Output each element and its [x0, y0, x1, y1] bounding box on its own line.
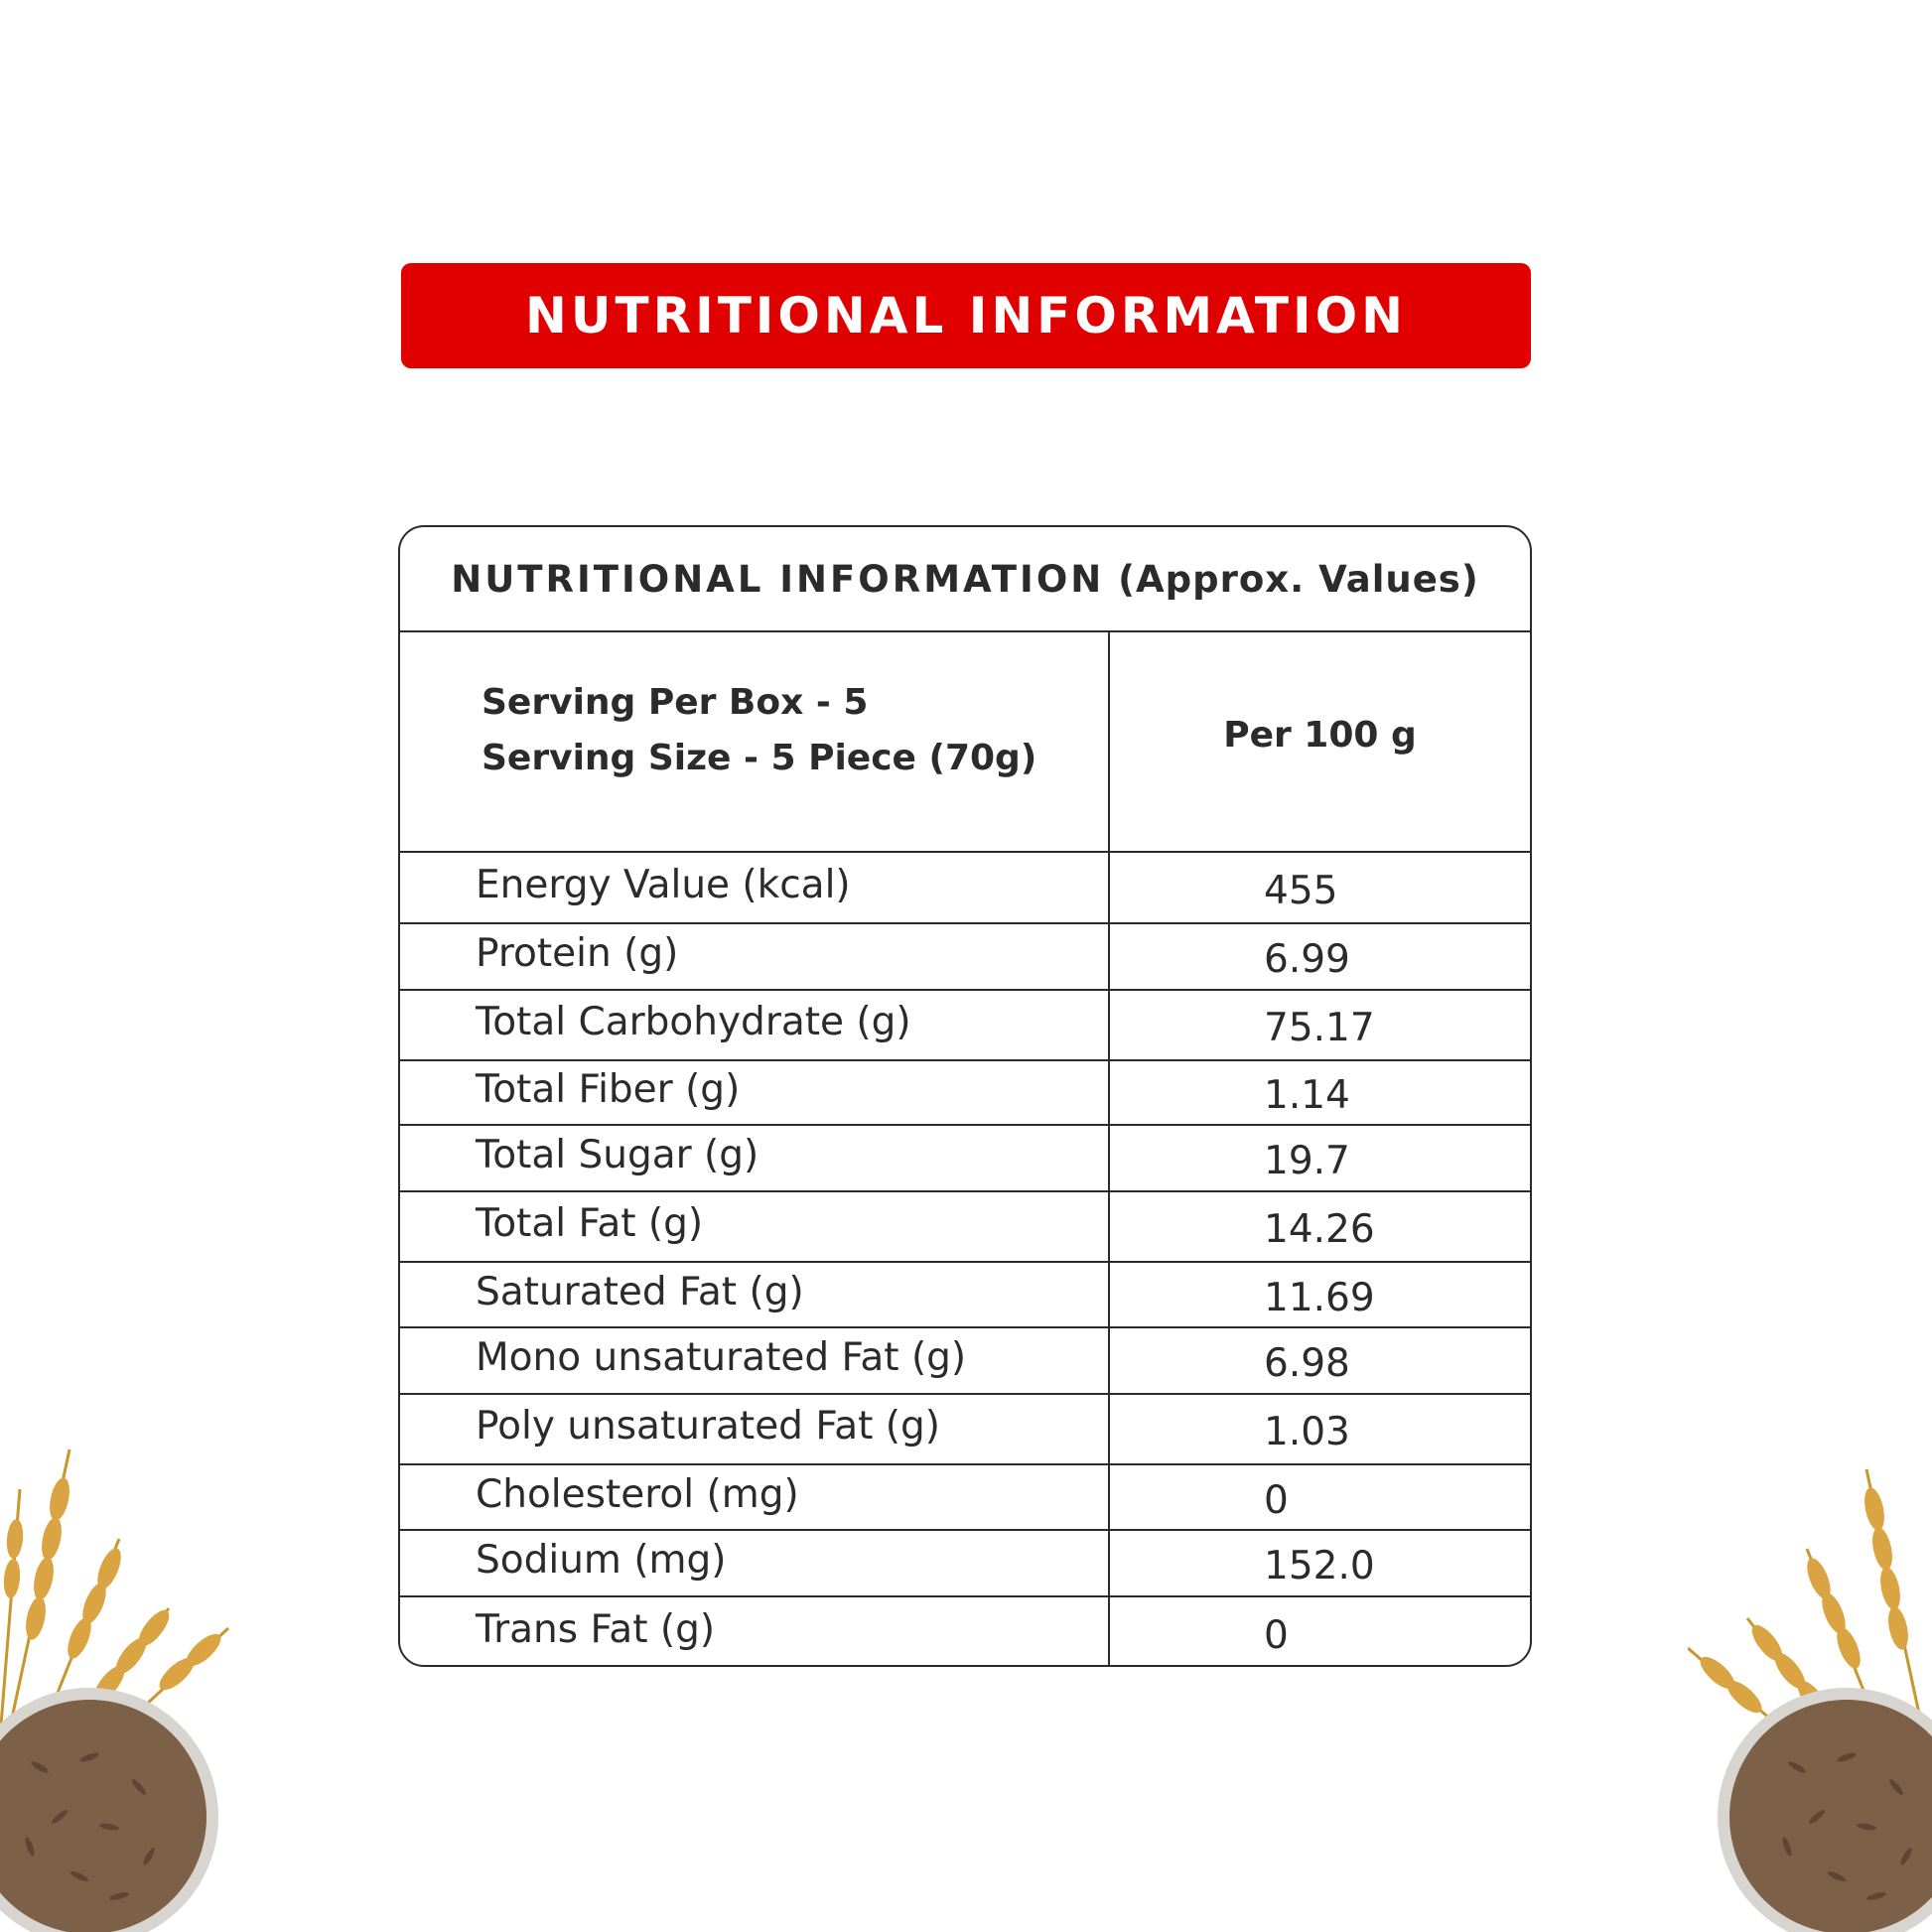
- table-row: [400, 1263, 1530, 1328]
- banner-title: NUTRITIONAL INFORMATION: [525, 287, 1407, 345]
- table-row: [400, 991, 1530, 1061]
- table-row: [400, 1597, 1530, 1667]
- serving-per-box: Serving Per Box - 5: [482, 682, 869, 723]
- table-row: [400, 1126, 1530, 1192]
- table-row: [400, 1061, 1530, 1126]
- nutrient-value: 152.0: [1264, 1544, 1375, 1588]
- table-row: [400, 1531, 1530, 1597]
- table-row: [400, 924, 1530, 991]
- nutrient-label: Saturated Fat (g): [400, 1263, 1110, 1326]
- table-row: [400, 1328, 1530, 1395]
- nutrient-label: Sodium (mg): [400, 1531, 1110, 1595]
- nutrient-value: 6.99: [1264, 937, 1350, 982]
- table-row: [400, 1465, 1530, 1531]
- nutrient-value: 0: [1264, 1477, 1289, 1523]
- nutrient-label: Total Sugar (g): [400, 1126, 1110, 1190]
- nutrient-value: 455: [1264, 868, 1338, 913]
- table-header-row: [400, 632, 1530, 853]
- wheat-cumin-bowl-right-image: [1688, 1430, 1932, 1932]
- serving-size: Serving Size - 5 Piece (70g): [482, 738, 1037, 778]
- nutrient-label: Trans Fat (g): [400, 1597, 1110, 1667]
- wheat-cumin-bowl-left-image: [0, 1430, 238, 1932]
- nutrient-value: 1.14: [1264, 1073, 1350, 1118]
- nutrient-label: Total Carbohydrate (g): [400, 991, 1110, 1059]
- table-title: [400, 527, 1530, 632]
- table-title-main: NUTRITIONAL INFORMATION: [451, 557, 1105, 601]
- nutrient-label: Total Fat (g): [400, 1192, 1110, 1261]
- nutrient-value: 19.7: [1264, 1139, 1350, 1183]
- nutrient-value: 0: [1264, 1612, 1289, 1658]
- table-row: [400, 853, 1530, 924]
- nutrient-value: 75.17: [1264, 1006, 1375, 1050]
- nutrient-label: Poly unsaturated Fat (g): [400, 1395, 1110, 1463]
- table-title-suffix: (Approx. Values): [1118, 557, 1479, 601]
- nutrient-label: Protein (g): [400, 924, 1110, 989]
- nutrient-value: 6.98: [1264, 1341, 1350, 1386]
- title-banner: [401, 263, 1531, 368]
- table-row: [400, 1395, 1530, 1465]
- serving-info-cell: [400, 632, 1110, 851]
- nutrient-label: Energy Value (kcal): [400, 853, 1110, 922]
- table-row: [400, 1192, 1530, 1263]
- nutrition-table: [398, 525, 1532, 1667]
- nutrient-value: 1.03: [1264, 1410, 1350, 1454]
- per-100g-header: Per 100 g: [1223, 714, 1417, 756]
- nutrient-value: 11.69: [1264, 1275, 1375, 1320]
- nutrient-label: Cholesterol (mg): [400, 1465, 1110, 1529]
- nutrient-label: Total Fiber (g): [400, 1061, 1110, 1124]
- nutrient-value: 14.26: [1264, 1207, 1375, 1252]
- nutrient-label: Mono unsaturated Fat (g): [400, 1328, 1110, 1393]
